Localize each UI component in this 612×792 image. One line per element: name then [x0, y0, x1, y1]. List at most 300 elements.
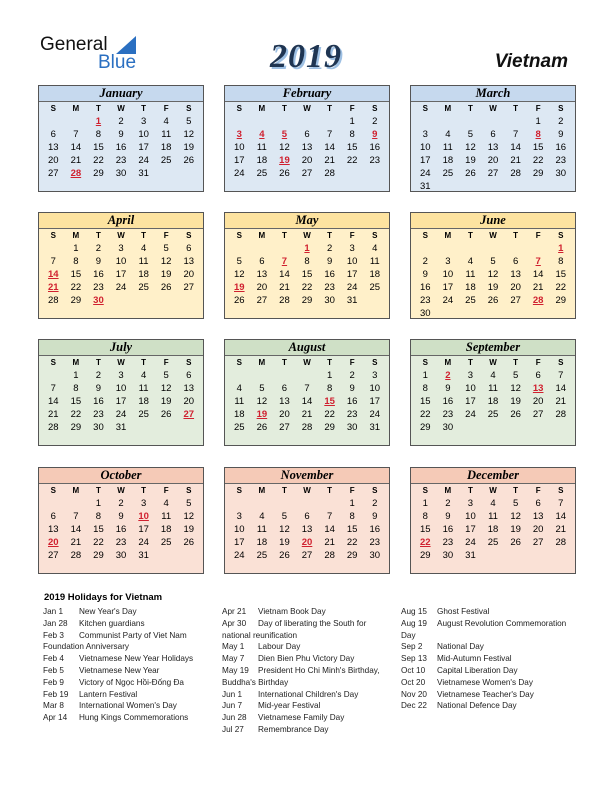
weekday-label: M	[72, 231, 80, 240]
weekday-label: T	[96, 486, 101, 495]
empty-cell	[437, 307, 460, 320]
day-cell: 31	[138, 168, 149, 179]
month-name: November	[225, 468, 389, 484]
holiday-entry	[43, 606, 218, 618]
day-cell: 14	[70, 524, 82, 535]
day-cell: 25	[138, 409, 149, 420]
weekday-label: S	[558, 486, 564, 495]
day-cell: 7	[512, 129, 519, 140]
holiday-day: 10	[138, 511, 149, 522]
holiday-entry	[43, 712, 218, 724]
day-cell: 2	[372, 498, 378, 509]
week-row	[414, 128, 572, 141]
day-cell: 18	[487, 524, 499, 535]
month-november	[224, 467, 390, 574]
weekday-label: F	[163, 486, 169, 495]
country-title: Vietnam	[494, 51, 568, 72]
day-cell: 8	[349, 511, 355, 522]
weekday-label: T	[282, 104, 287, 113]
day-cell: 2	[372, 116, 378, 127]
day-cell: 18	[138, 269, 149, 280]
day-cell: 12	[465, 142, 476, 153]
weekday-label: S	[422, 486, 428, 495]
month-name: December	[411, 468, 575, 484]
holiday-day: 20	[48, 537, 59, 548]
empty-cell	[341, 167, 364, 180]
day-cell: 15	[532, 142, 544, 153]
day-cell: 29	[324, 422, 335, 433]
day-cell: 5	[186, 116, 192, 127]
day-cell: 11	[369, 256, 380, 267]
weekday-label: W	[303, 486, 311, 495]
day-cell: 1	[422, 370, 428, 381]
holiday-date: Oct 20	[401, 677, 426, 687]
day-cell: 24	[442, 295, 454, 306]
day-cell: 24	[420, 168, 431, 179]
weekday-header	[42, 229, 200, 242]
day-cell: 20	[510, 282, 521, 293]
holiday-day: 2	[445, 370, 451, 381]
holiday-date: Aug 15	[401, 607, 427, 616]
day-cell: 26	[279, 550, 290, 561]
day-cell: 6	[490, 129, 496, 140]
holiday-day: 5	[281, 129, 288, 140]
day-cell: 23	[442, 409, 454, 420]
day-cell: 8	[95, 129, 102, 140]
holiday-name: International Children's Day	[258, 689, 359, 699]
weekday-label: T	[282, 358, 287, 367]
holiday-name: Lantern Festival	[79, 689, 138, 699]
day-cell: 2	[558, 116, 564, 127]
week-row	[414, 421, 572, 434]
day-cell: 3	[236, 511, 242, 522]
day-cell: 14	[48, 396, 59, 407]
day-cell: 3	[467, 498, 474, 509]
holiday-day: 19	[256, 409, 268, 420]
day-cell: 3	[372, 370, 378, 381]
holiday-name: Victory of Ngọc Hồi-Đống Đa	[79, 677, 184, 687]
weekday-label: M	[258, 231, 266, 240]
day-cell: 21	[532, 282, 544, 293]
weekday-label: M	[444, 486, 452, 495]
holiday-day: 30	[93, 295, 104, 306]
day-cell: 15	[420, 396, 431, 407]
day-cell: 15	[93, 524, 104, 535]
day-cell: 26	[183, 537, 195, 548]
day-cell: 3	[445, 256, 451, 267]
week-row	[228, 497, 386, 510]
holiday-day: 19	[234, 282, 245, 293]
empty-cell	[273, 115, 296, 128]
day-cell: 16	[555, 142, 567, 153]
day-cell: 28	[510, 168, 521, 179]
day-cell: 7	[558, 370, 564, 381]
day-cell: 24	[138, 537, 149, 548]
day-cell: 7	[73, 129, 79, 140]
week-row	[414, 294, 572, 307]
month-january	[38, 85, 204, 192]
week-row	[414, 395, 572, 408]
day-cell: 19	[510, 396, 521, 407]
day-cell: 12	[279, 524, 290, 535]
day-cell: 28	[48, 295, 59, 306]
day-cell: 17	[115, 269, 127, 280]
day-cell: 5	[236, 256, 242, 267]
empty-cell	[459, 115, 482, 128]
weekday-label: F	[163, 358, 169, 367]
day-cell: 12	[256, 396, 268, 407]
day-cell: 1	[349, 498, 355, 509]
day-cell: 9	[558, 129, 564, 140]
day-cell: 6	[512, 256, 519, 267]
weekday-label: S	[372, 486, 378, 495]
holiday-date: Feb 9	[43, 677, 64, 687]
day-cell: 8	[73, 256, 79, 267]
month-name: March	[411, 86, 575, 102]
day-cell: 8	[422, 383, 428, 394]
week-row	[414, 141, 572, 154]
day-cell: 7	[326, 129, 333, 140]
holidays-heading: 2019 Holidays for Vietnam	[44, 592, 163, 603]
day-cell: 19	[510, 524, 521, 535]
week-row	[228, 421, 386, 434]
day-cell: 8	[326, 383, 333, 394]
holiday-name: Kitchen guardians	[79, 618, 145, 628]
holiday-date: Sep 13	[401, 654, 427, 664]
day-cell: 18	[465, 282, 476, 293]
weekday-label: T	[468, 358, 473, 367]
holiday-name: Capital Liberation Day	[437, 665, 518, 675]
empty-cell	[459, 307, 482, 320]
weekday-label: W	[489, 486, 497, 495]
day-cell: 16	[442, 524, 454, 535]
month-name: May	[225, 213, 389, 229]
day-cell: 8	[95, 511, 102, 522]
day-cell: 4	[236, 383, 242, 394]
day-cell: 17	[369, 396, 381, 407]
day-cell: 15	[70, 269, 82, 280]
week-row	[228, 369, 386, 382]
day-cell: 24	[234, 550, 245, 561]
week-row	[414, 523, 572, 536]
day-cell: 25	[369, 282, 381, 293]
holiday-name: National Day	[437, 642, 484, 652]
day-cell: 9	[326, 256, 333, 267]
day-cell: 27	[487, 168, 499, 179]
week-row	[42, 115, 200, 128]
week-row	[228, 268, 386, 281]
day-cell: 26	[234, 295, 245, 306]
day-cell: 13	[301, 142, 313, 153]
day-cell: 10	[465, 383, 476, 394]
day-cell: 19	[487, 282, 499, 293]
empty-cell	[65, 115, 88, 128]
day-cell: 27	[183, 282, 195, 293]
day-cell: 3	[422, 129, 428, 140]
day-cell: 21	[301, 409, 313, 420]
day-cell: 19	[160, 396, 172, 407]
weekday-label: T	[327, 486, 333, 495]
empty-cell	[296, 369, 319, 382]
day-cell: 16	[346, 396, 358, 407]
day-cell: 15	[346, 142, 358, 153]
holiday-entry	[401, 653, 576, 665]
weekday-label: S	[236, 358, 242, 367]
holiday-entry	[401, 618, 576, 642]
holiday-name: August Revolution Commemoration Day	[401, 618, 567, 640]
day-cell: 26	[510, 537, 521, 548]
holiday-name: Labour Day	[258, 642, 301, 652]
week-row	[414, 255, 572, 268]
month-name: February	[225, 86, 389, 102]
weekday-header	[228, 229, 386, 242]
day-cell: 21	[555, 524, 567, 535]
day-cell: 16	[369, 142, 381, 153]
empty-cell	[459, 180, 482, 193]
empty-cell	[273, 369, 296, 382]
day-cell: 4	[445, 129, 451, 140]
week-row	[42, 255, 200, 268]
month-name: June	[411, 213, 575, 229]
day-cell: 13	[487, 142, 499, 153]
day-cell: 31	[420, 181, 431, 192]
holiday-name: International Women's Day	[79, 701, 177, 711]
week-row	[414, 549, 572, 562]
day-cell: 13	[256, 269, 268, 280]
holiday-entry	[401, 606, 576, 618]
day-cell: 22	[70, 409, 82, 420]
week-row	[42, 141, 200, 154]
day-cell: 13	[301, 524, 313, 535]
day-cell: 1	[73, 370, 79, 381]
day-cell: 25	[256, 168, 268, 179]
day-cell: 29	[301, 295, 313, 306]
day-cell: 29	[532, 168, 544, 179]
day-cell: 27	[279, 422, 290, 433]
day-cell: 18	[138, 396, 149, 407]
day-cell: 12	[183, 511, 195, 522]
day-cell: 30	[369, 550, 381, 561]
day-cell: 13	[532, 511, 544, 522]
week-row	[414, 154, 572, 167]
empty-cell	[482, 549, 505, 562]
day-cell: 11	[256, 524, 267, 535]
empty-cell	[177, 549, 200, 562]
empty-cell	[251, 369, 274, 382]
weekday-label: S	[558, 231, 564, 240]
day-cell: 24	[138, 155, 149, 166]
holiday-date: Sep 2	[401, 642, 423, 652]
weekday-label: M	[444, 358, 452, 367]
day-cell: 15	[555, 269, 567, 280]
day-cell: 5	[163, 370, 169, 381]
weekday-header	[414, 229, 572, 242]
day-cell: 22	[301, 282, 313, 293]
day-cell: 26	[160, 282, 172, 293]
holiday-name: Vietnam Book Day	[258, 607, 326, 616]
holiday-column	[43, 606, 218, 724]
week-row	[414, 382, 572, 395]
day-cell: 23	[115, 537, 127, 548]
holiday-name: Dien Bien Phu Victory Day	[258, 654, 355, 664]
weekday-label: F	[535, 104, 541, 113]
day-cell: 3	[140, 498, 147, 509]
month-name: April	[39, 213, 203, 229]
holiday-date: Jun 28	[222, 713, 247, 723]
day-cell: 12	[160, 383, 172, 394]
empty-cell	[482, 421, 505, 434]
holiday-entry	[43, 689, 218, 701]
week-row	[42, 497, 200, 510]
day-cell: 15	[93, 142, 104, 153]
day-cell: 7	[73, 511, 79, 522]
week-row	[228, 255, 386, 268]
holiday-name: Hung Kings Commemorations	[79, 713, 189, 723]
day-cell: 29	[420, 422, 431, 433]
day-cell: 19	[160, 269, 172, 280]
day-cell: 17	[234, 537, 245, 548]
week-row	[414, 536, 572, 549]
day-cell: 1	[422, 498, 428, 509]
day-cell: 26	[183, 155, 195, 166]
holiday-day: 19	[279, 155, 290, 166]
holiday-entry	[401, 700, 576, 712]
week-row	[42, 395, 200, 408]
weekday-label: W	[489, 231, 497, 240]
day-cell: 23	[555, 155, 567, 166]
month-name: July	[39, 340, 203, 356]
day-cell: 22	[346, 537, 358, 548]
day-cell: 5	[512, 370, 519, 381]
empty-cell	[155, 421, 178, 434]
day-cell: 14	[555, 511, 567, 522]
empty-cell	[155, 294, 178, 307]
day-cell: 11	[442, 142, 453, 153]
day-cell: 7	[50, 383, 56, 394]
holiday-date: Apr 21	[222, 607, 247, 616]
holiday-entry	[222, 641, 397, 653]
empty-cell	[132, 294, 155, 307]
weekday-label: M	[72, 358, 80, 367]
day-cell: 23	[93, 282, 104, 293]
holiday-date: Feb 5	[43, 665, 64, 675]
day-cell: 20	[532, 396, 544, 407]
day-cell: 31	[138, 550, 149, 561]
week-row	[228, 382, 386, 395]
day-cell: 25	[160, 155, 172, 166]
day-cell: 22	[70, 282, 82, 293]
weekday-label: T	[513, 358, 519, 367]
week-row	[414, 242, 572, 255]
day-cell: 19	[465, 155, 476, 166]
day-cell: 30	[555, 168, 567, 179]
day-cell: 9	[118, 511, 124, 522]
day-cell: 26	[487, 295, 499, 306]
holiday-entry	[222, 653, 397, 665]
weekday-header	[414, 484, 572, 497]
day-cell: 11	[161, 511, 172, 522]
empty-cell	[363, 294, 386, 307]
day-cell: 4	[490, 370, 496, 381]
weekday-label: F	[349, 486, 355, 495]
week-row	[228, 294, 386, 307]
day-cell: 27	[510, 295, 521, 306]
weekday-label: S	[372, 231, 378, 240]
day-cell: 22	[532, 155, 544, 166]
holiday-day: 20	[301, 537, 313, 548]
empty-cell	[177, 167, 200, 180]
day-cell: 24	[234, 168, 245, 179]
day-cell: 15	[346, 524, 358, 535]
day-cell: 9	[372, 511, 378, 522]
holiday-day: 9	[372, 129, 378, 140]
day-cell: 7	[50, 256, 56, 267]
day-cell: 14	[510, 142, 521, 153]
empty-cell	[549, 549, 572, 562]
weekday-label: T	[96, 231, 101, 240]
week-row	[42, 167, 200, 180]
day-cell: 21	[555, 396, 567, 407]
week-row	[414, 180, 572, 193]
day-cell: 30	[346, 422, 358, 433]
week-row	[42, 408, 200, 421]
week-row	[414, 510, 572, 523]
week-row	[228, 141, 386, 154]
holiday-entry	[401, 677, 576, 689]
day-cell: 23	[369, 155, 381, 166]
weekday-label: W	[117, 486, 125, 495]
day-cell: 5	[512, 498, 519, 509]
day-cell: 29	[555, 295, 567, 306]
weekday-label: M	[258, 358, 266, 367]
day-cell: 10	[346, 256, 358, 267]
day-cell: 27	[301, 550, 313, 561]
day-cell: 18	[160, 142, 172, 153]
week-row	[228, 242, 386, 255]
weekday-header	[228, 102, 386, 115]
day-cell: 20	[48, 155, 59, 166]
logo-text-blue: Blue	[98, 52, 137, 73]
weekday-label: F	[535, 231, 541, 240]
day-cell: 17	[465, 396, 476, 407]
day-cell: 1	[535, 116, 541, 127]
weekday-label: T	[468, 104, 473, 113]
weekday-header	[228, 356, 386, 369]
day-cell: 13	[48, 524, 59, 535]
empty-cell	[504, 242, 527, 255]
day-cell: 29	[346, 550, 358, 561]
day-cell: 15	[420, 524, 431, 535]
weekday-label: M	[258, 104, 266, 113]
day-cell: 7	[326, 511, 333, 522]
day-cell: 9	[95, 383, 102, 394]
weekday-label: W	[117, 104, 125, 113]
weekday-label: S	[50, 231, 56, 240]
day-cell: 22	[420, 409, 431, 420]
day-cell: 28	[555, 409, 567, 420]
empty-cell	[42, 242, 65, 255]
month-name: August	[225, 340, 389, 356]
day-cell: 4	[163, 498, 169, 509]
empty-cell	[251, 115, 274, 128]
day-cell: 24	[115, 409, 127, 420]
day-cell: 10	[420, 142, 431, 153]
empty-cell	[549, 421, 572, 434]
holiday-name: Vietnamese Women's Day	[437, 677, 533, 687]
day-cell: 5	[467, 129, 474, 140]
day-cell: 5	[259, 383, 265, 394]
week-row	[414, 281, 572, 294]
